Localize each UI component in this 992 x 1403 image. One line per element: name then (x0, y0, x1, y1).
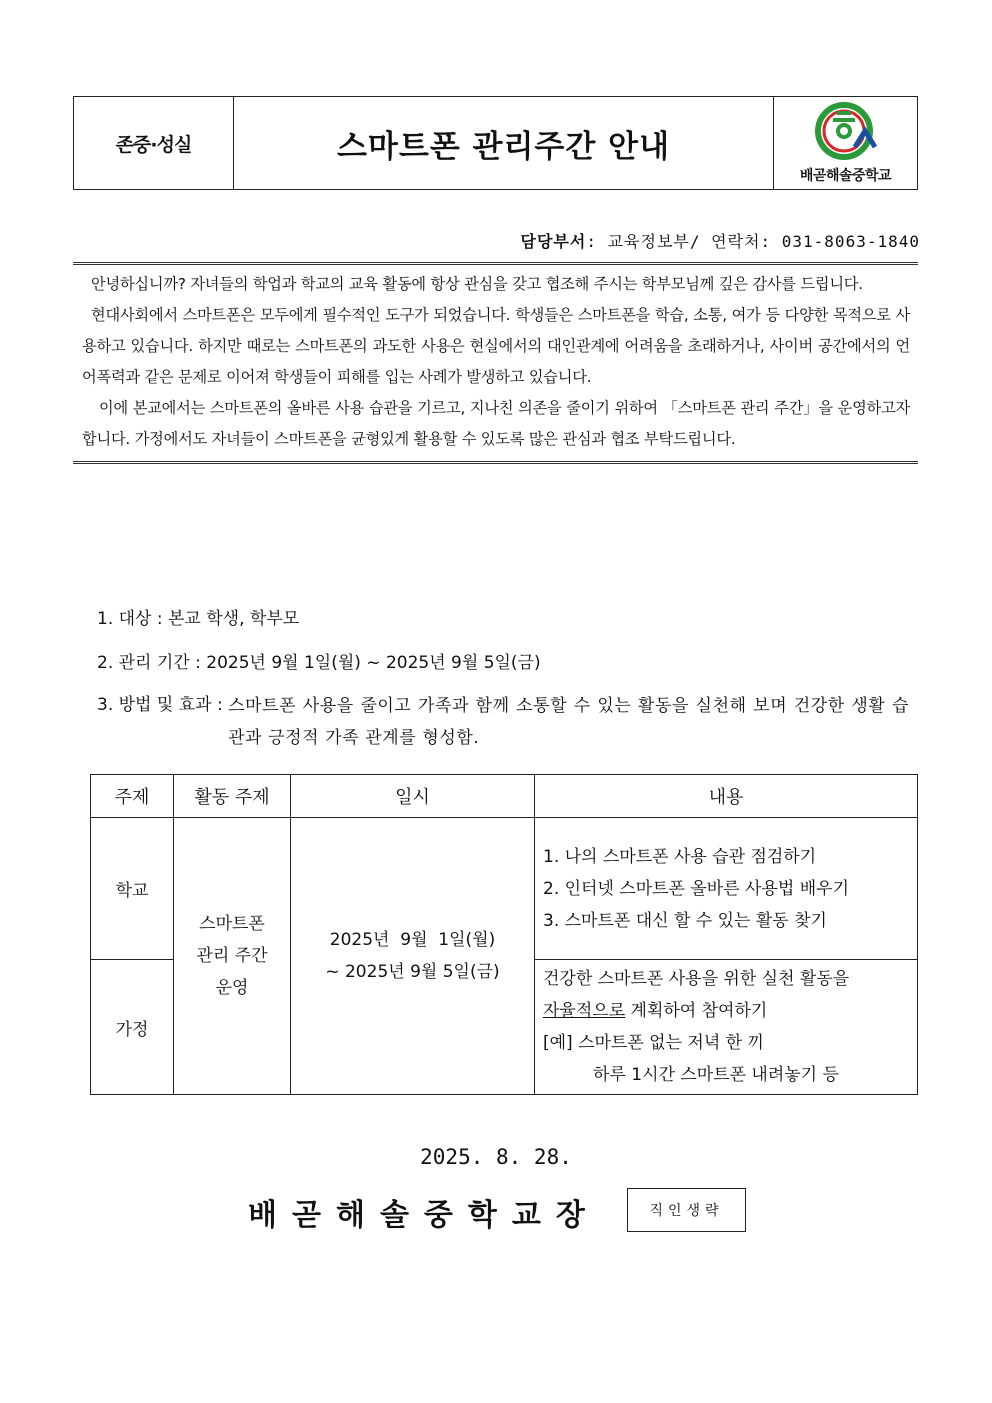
item-period: 2. 관리 기간 : 2025년 9월 1일(월) ~ 2025년 9월 5일(금) (97, 653, 541, 673)
col-header-topic: 주제 (91, 775, 174, 818)
info-items (97, 602, 909, 754)
home-content-line: 하루 1시간 스마트폰 내려놓기 등 (593, 1065, 839, 1085)
dept-label: 담당부서 (520, 232, 587, 251)
method-label: 3. 방법 및 효과 : (97, 695, 229, 715)
activity-line: 운영 (215, 978, 249, 998)
col-header-activity: 활동 주제 (174, 775, 291, 818)
intro-paragraph: 이에 본교에서는 스마트폰의 올바른 사용 습관을 기르고, 지나친 의존을 줄이기 위하여 「스마트폰 관리 주간」을 운영하고자 합니다. 가정에서도 자녀들이 스마트폰을 균형있게 활용할 수 있도록 많은 관심과 협조 부탁드립니다. (82, 399, 910, 448)
header-box (73, 96, 918, 190)
school-logo (773, 97, 917, 189)
item-method (97, 690, 909, 754)
row-label-school: 학교 (91, 818, 174, 960)
col-header-datetime: 일시 (291, 775, 535, 818)
school-content-cell (535, 818, 918, 960)
activity-line: 스마트폰 (199, 914, 265, 934)
principal-signature: 배곧해솔중학교장 (248, 1198, 600, 1233)
activity-cell (174, 818, 291, 1095)
col-header-content: 내용 (535, 775, 918, 818)
school-emblem-icon (811, 101, 881, 163)
school-motto: 존중·성실 (74, 97, 234, 189)
school-content-line: 1. 나의 스마트폰 사용 습관 점검하기 (543, 846, 817, 867)
activity-line: 관리 주간 (196, 946, 268, 966)
datetime-line: 2025년 9월 1일(월) (329, 930, 496, 950)
phone-label: 연락처 (711, 232, 761, 251)
school-name-logo: 배곧해솔중학교 (799, 168, 892, 184)
home-content-cell (535, 960, 918, 1095)
school-content-line: 3. 스마트폰 대신 할 수 있는 활동 찾기 (543, 910, 827, 931)
datetime-line: ~ 2025년 9월 5일(금) (325, 962, 500, 982)
home-content-line (543, 995, 916, 1027)
home-content-line: [예] 스마트폰 없는 저녁 한 끼 (543, 1033, 764, 1053)
method-text: 스마트폰 사용을 줄이고 가족과 함께 소통할 수 있는 활동을 실천해 보며 건강한 생활 습관과 긍정적 가족 관계를 형성함. (228, 696, 909, 748)
phone-value: 031-8063-1840 (781, 232, 920, 251)
activity-table (90, 774, 918, 1095)
item-target: 1. 대상 : 본교 학생, 학부모 (97, 609, 300, 629)
page-title: 스마트폰 관리주간 안내 (336, 128, 671, 165)
school-content-line: 2. 인터넷 스마트폰 올바른 사용법 배우기 (543, 878, 849, 899)
home-content-rest: 계획하여 참여하기 (625, 1001, 768, 1021)
dept-value: 교육정보부 (607, 232, 690, 251)
row-label-home: 가정 (91, 960, 174, 1095)
intro-box (73, 262, 918, 464)
intro-paragraph: 안녕하십니까? 자녀들의 학업과 학교의 교육 활동에 항상 관심을 갖고 협조해 주시는 학부모님께 깊은 감사를 드립니다. (91, 275, 863, 293)
home-content-line: 건강한 스마트폰 사용을 위한 실천 활동을 (543, 969, 850, 989)
contact-info: 담당부서: 교육정보부/ 연락처: 031-8063-1840 (520, 232, 920, 251)
seal-omitted-box: 직인생략 (627, 1188, 746, 1232)
intro-paragraph: 현대사회에서 스마트폰은 모두에게 필수적인 도구가 되었습니다. 학생들은 스마트폰을 학습, 소통, 여가 등 다양한 목적으로 사용하고 있습니다. 하지만 때로는 스마트폰의 과도한 사용은 현실에서의 대인관계에 어려움을 초래하거나, 사이버 공간에서의 언어폭력과 같은 문제로 이어져 학생들이 피해를 입는 사례가 발생하고 있습니다. (82, 306, 910, 386)
home-content-emphasis: 자율적으로 (543, 1001, 626, 1021)
datetime-cell (291, 818, 535, 1095)
document-date: 2025. 8. 28. (420, 1145, 572, 1169)
